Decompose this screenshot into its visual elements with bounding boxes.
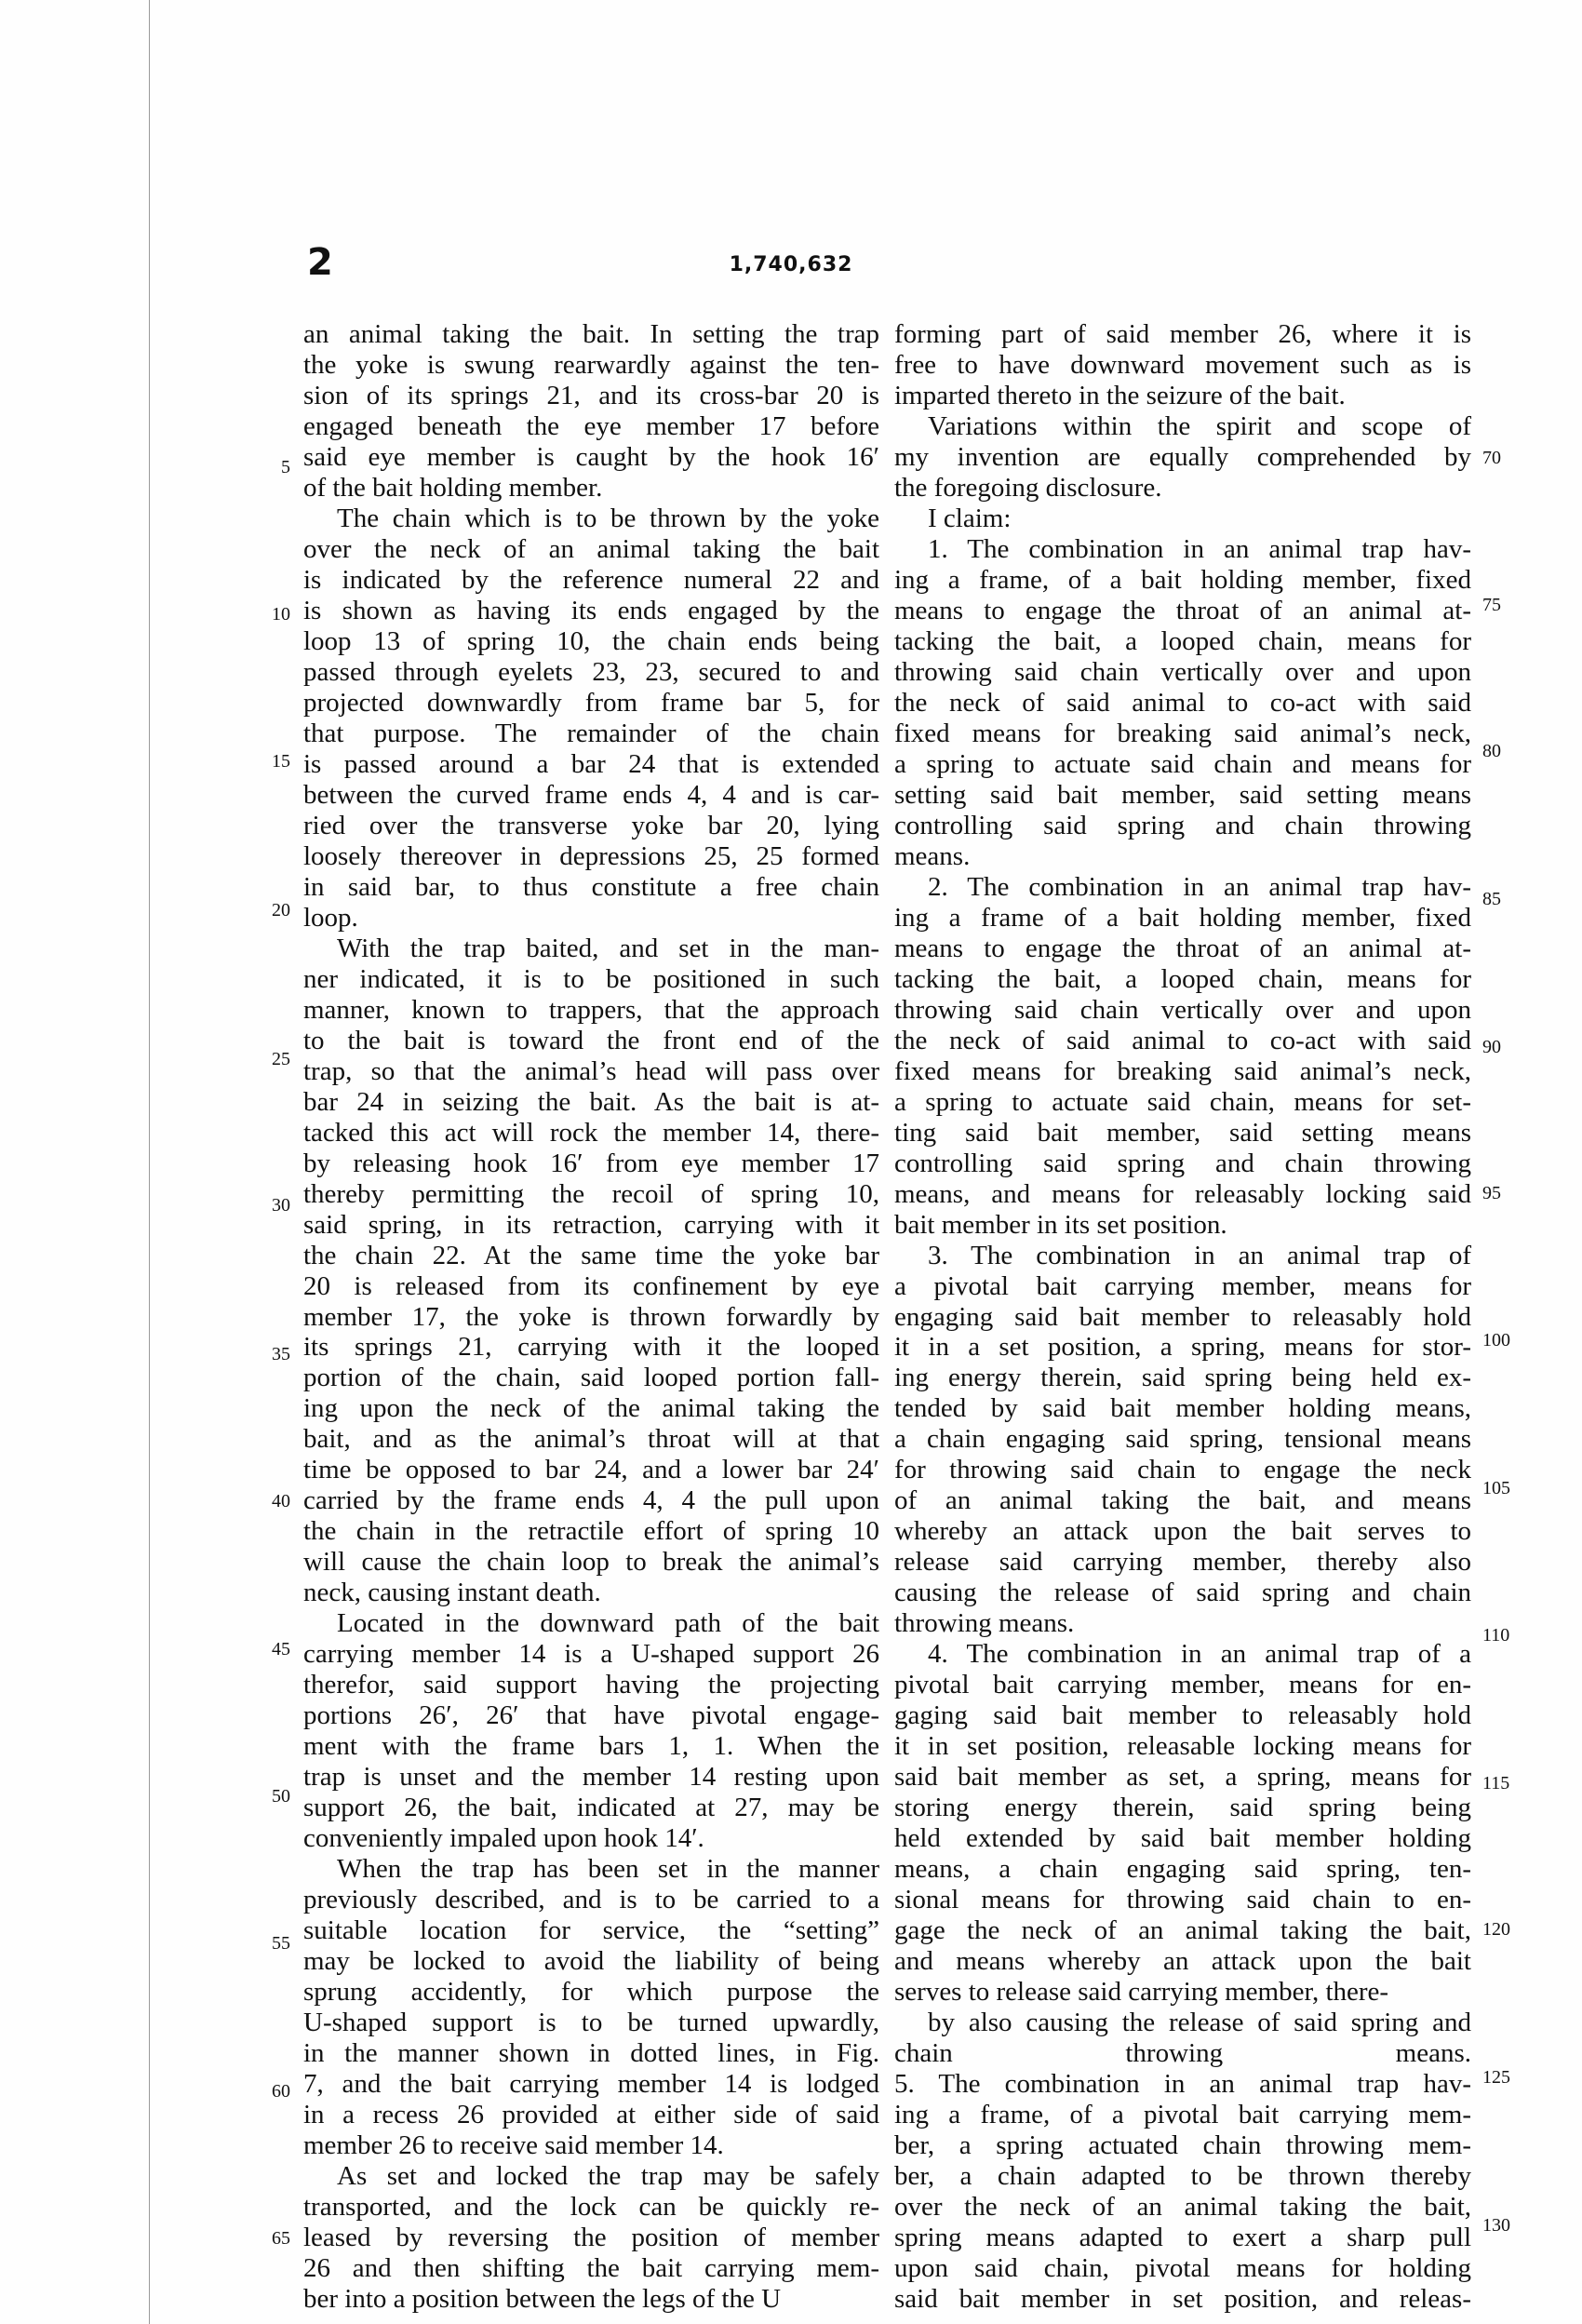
text-line: Located in the downward path of the bait bbox=[337, 1608, 879, 1639]
text-line: held extended by said bait member holding bbox=[894, 1823, 1471, 1854]
text-line: by releasing hook 16′ from eye member 17 bbox=[303, 1148, 879, 1178]
text-line: With the trap baited, and set in the man- bbox=[337, 933, 879, 963]
text-line: ber, a spring actuated chain throwing mem- bbox=[894, 2130, 1471, 2161]
text-line: ing a frame of a bait holding member, fixed bbox=[894, 902, 1471, 933]
text-line: support 26, the bait, indicated at 27, may be bbox=[303, 1793, 879, 1823]
text-line: ing energy therein, said spring being held ex- bbox=[894, 1363, 1471, 1393]
text-line: the chain 22. At the same time the yoke bar bbox=[303, 1240, 879, 1270]
text-line: a spring to actuate said chain and means for bbox=[894, 748, 1471, 779]
text-line: a pivotal bait carrying member, means for bbox=[894, 1270, 1471, 1301]
text-line: 2. The combination in an animal trap hav- bbox=[928, 871, 1471, 902]
text-line: gaging said bait member to releasably hold bbox=[894, 1700, 1471, 1731]
text-line: storing energy therein, said spring being bbox=[894, 1793, 1471, 1823]
text-line: 20 is released from its confinement by eye bbox=[303, 1270, 879, 1301]
text-line: trap, so that the animal’s head will pass over bbox=[303, 1055, 879, 1086]
text-line: 1. The combination in an animal trap hav- bbox=[928, 533, 1471, 564]
text-line: sion of its springs 21, and its cross-bar 20 is bbox=[303, 380, 879, 410]
text-line: sional means for throwing said chain to en- bbox=[894, 1885, 1471, 1915]
text-line: ing a frame, of a pivotal bait carrying mem- bbox=[894, 2100, 1471, 2130]
text-line: of the bait holding member. bbox=[303, 472, 603, 503]
text-line: bait, and as the animal’s throat will at that bbox=[303, 1424, 879, 1455]
text-line: a chain engaging said spring, tensional means bbox=[894, 1424, 1471, 1455]
text-line: the chain in the retractile effort of spring 10 bbox=[303, 1516, 879, 1547]
text-line: in a recess 26 provided at either side of said bbox=[303, 2100, 879, 2130]
text-line: its springs 21, carrying with it the looped bbox=[303, 1332, 879, 1363]
text-line: said bait member as set, a spring, means for bbox=[894, 1762, 1471, 1793]
text-line: may be locked to avoid the liability of being bbox=[303, 1946, 879, 1977]
line-number: 70 bbox=[1482, 448, 1501, 468]
text-line: I claim: bbox=[928, 503, 1012, 533]
text-line: ment with the frame bars 1, 1. When the bbox=[303, 1731, 879, 1762]
text-line: and means whereby an attack upon the bait bbox=[894, 1946, 1471, 1977]
text-line: ting said bait member, said setting means bbox=[894, 1117, 1471, 1148]
text-line: spring means adapted to exert a sharp pull bbox=[894, 2223, 1471, 2253]
text-line: passed through eyelets 23, 23, secured to and bbox=[303, 656, 879, 687]
line-number: 80 bbox=[1482, 741, 1501, 761]
text-line: ing upon the neck of the animal taking the bbox=[303, 1393, 879, 1424]
text-line: upon said chain, pivotal means for holding bbox=[894, 2253, 1471, 2284]
page-number: 2 bbox=[307, 241, 333, 284]
text-line: in the manner shown in dotted lines, in Fig. bbox=[303, 2038, 879, 2069]
left-text-column bbox=[303, 321, 879, 2313]
line-number: 105 bbox=[1482, 1478, 1510, 1498]
text-line: As set and locked the trap may be safely bbox=[337, 2161, 879, 2192]
text-line: leased by reversing the position of member bbox=[303, 2223, 879, 2253]
text-line: means, a chain engaging said spring, ten- bbox=[894, 1854, 1471, 1885]
text-line: is indicated by the reference numeral 22 and bbox=[303, 564, 879, 595]
text-line: in said bar, to thus constitute a free chain bbox=[303, 871, 879, 902]
text-line: release said carrying member, thereby also bbox=[894, 1547, 1471, 1578]
text-line: my invention are equally comprehended by bbox=[894, 441, 1471, 472]
text-line: between the curved frame ends 4, 4 and is car- bbox=[303, 779, 879, 810]
text-line: tacking the bait, a looped chain, means for bbox=[894, 963, 1471, 994]
line-number: 95 bbox=[1482, 1183, 1501, 1203]
text-line: sprung accidently, for which purpose the bbox=[303, 1977, 879, 2008]
text-line: by also causing the release of said spring and bbox=[928, 2008, 1471, 2038]
text-line: the yoke is swung rearwardly against the ten- bbox=[303, 349, 879, 380]
text-line: setting said bait member, said setting means bbox=[894, 779, 1471, 810]
text-line: means to engage the throat of an animal at- bbox=[894, 595, 1471, 625]
text-line: ing a frame, of a bait holding member, fixed bbox=[894, 564, 1471, 595]
line-number: 125 bbox=[1482, 2067, 1510, 2088]
text-line: it in set position, releasable locking means for bbox=[894, 1731, 1471, 1762]
text-line: conveniently impaled upon hook 14′. bbox=[303, 1823, 704, 1854]
text-line: time be opposed to bar 24, and a lower bar 24′ bbox=[303, 1455, 879, 1485]
text-line: member 17, the yoke is thrown forwardly by bbox=[303, 1301, 879, 1332]
patent-number: 1,740,632 bbox=[729, 253, 853, 276]
text-line: is shown as having its ends engaged by the bbox=[303, 595, 879, 625]
line-number: 130 bbox=[1482, 2215, 1510, 2236]
line-number: 30 bbox=[272, 1195, 290, 1216]
text-line: for throwing said chain to engage the neck bbox=[894, 1455, 1471, 1485]
text-line: tacking the bait, a looped chain, means for bbox=[894, 625, 1471, 656]
line-number: 40 bbox=[272, 1491, 290, 1511]
text-line: that purpose. The remainder of the chain bbox=[303, 718, 879, 748]
text-line: controlling said spring and chain throwing bbox=[894, 1148, 1471, 1178]
text-line: trap is unset and the member 14 resting upon bbox=[303, 1762, 879, 1793]
text-line: to the bait is toward the front end of the bbox=[303, 1025, 879, 1055]
text-line: ner indicated, it is to be positioned in such bbox=[303, 963, 879, 994]
text-line: 26 and then shifting the bait carrying mem- bbox=[303, 2253, 879, 2284]
text-line: neck, causing instant death. bbox=[303, 1578, 601, 1608]
text-line: portion of the chain, said looped portion fall- bbox=[303, 1363, 879, 1393]
text-line: a spring to actuate said chain, means for set- bbox=[894, 1086, 1471, 1117]
text-line: 7, and the bait carrying member 14 is lodged bbox=[303, 2069, 879, 2100]
text-line: therefor, said support having the projecting bbox=[303, 1670, 879, 1700]
line-number: 110 bbox=[1482, 1625, 1510, 1646]
text-line: thereby permitting the recoil of spring 10, bbox=[303, 1178, 879, 1209]
margin-rule bbox=[149, 0, 150, 2324]
text-line: loop. bbox=[303, 902, 358, 933]
text-line: 4. The combination in an animal trap of a bbox=[928, 1639, 1471, 1670]
text-line: transported, and the lock can be quickly re- bbox=[303, 2192, 879, 2223]
text-line: engaging said bait member to releasably hold bbox=[894, 1301, 1471, 1332]
text-line: chain throwing means. bbox=[894, 2038, 1471, 2069]
text-line: gage the neck of an animal taking the bait, bbox=[894, 1915, 1471, 1946]
text-line: ber into a position between the legs of the U bbox=[303, 2284, 782, 2314]
line-number: 60 bbox=[272, 2081, 290, 2102]
text-line: the foregoing disclosure. bbox=[894, 472, 1162, 503]
line-number: 15 bbox=[272, 751, 290, 772]
text-line: means to engage the throat of an animal at- bbox=[894, 933, 1471, 963]
text-line: When the trap has been set in the manner bbox=[337, 1854, 879, 1885]
text-line: fixed means for breaking said animal’s neck, bbox=[894, 718, 1471, 748]
text-line: 5. The combination in an animal trap hav- bbox=[894, 2069, 1471, 2100]
line-number: 55 bbox=[272, 1933, 290, 1954]
text-line: said bait member in set position, and releas- bbox=[894, 2284, 1471, 2314]
line-number: 35 bbox=[272, 1344, 290, 1364]
text-line: carrying member 14 is a U-shaped support 26 bbox=[303, 1639, 879, 1670]
text-line: loosely thereover in depressions 25, 25 formed bbox=[303, 840, 879, 871]
text-line: controlling said spring and chain throwing bbox=[894, 810, 1471, 840]
text-line: means. bbox=[894, 840, 971, 871]
text-line: free to have downward movement such as is bbox=[894, 349, 1471, 380]
text-line: it in a set position, a spring, means for stor- bbox=[894, 1332, 1471, 1363]
line-number: 5 bbox=[281, 457, 290, 477]
text-line: U-shaped support is to be turned upwardly, bbox=[303, 2008, 879, 2038]
text-line: suitable location for service, the “setting” bbox=[303, 1915, 879, 1946]
text-line: of an animal taking the bait, and means bbox=[894, 1485, 1471, 1516]
line-number: 45 bbox=[272, 1639, 290, 1659]
text-line: will cause the chain loop to break the animal’s bbox=[303, 1547, 879, 1578]
text-line: said spring, in its retraction, carrying with it bbox=[303, 1209, 879, 1240]
text-line: the neck of said animal to co-act with said bbox=[894, 1025, 1471, 1055]
text-line: pivotal bait carrying member, means for en- bbox=[894, 1670, 1471, 1700]
text-line: ber, a chain adapted to be thrown thereby bbox=[894, 2161, 1471, 2192]
text-line: imparted thereto in the seizure of the bait. bbox=[894, 380, 1346, 410]
text-line: forming part of said member 26, where it is bbox=[894, 319, 1471, 349]
text-line: whereby an attack upon the bait serves to bbox=[894, 1516, 1471, 1547]
text-line: previously described, and is to be carried to a bbox=[303, 1885, 879, 1915]
text-line: serves to release said carrying member, there- bbox=[894, 1977, 1389, 2008]
text-line: tacked this act will rock the member 14, there- bbox=[303, 1117, 879, 1148]
text-line: Variations within the spirit and scope of bbox=[928, 410, 1471, 441]
text-line: member 26 to receive said member 14. bbox=[303, 2130, 724, 2161]
text-line: bait member in its set position. bbox=[894, 1209, 1227, 1240]
text-line: fixed means for breaking said animal’s neck, bbox=[894, 1055, 1471, 1086]
line-number: 120 bbox=[1482, 1919, 1510, 1940]
text-line: over the neck of an animal taking the bait bbox=[303, 533, 879, 564]
text-line: throwing means. bbox=[894, 1608, 1075, 1639]
right-text-column bbox=[894, 321, 1471, 2313]
text-line: 3. The combination in an animal trap of bbox=[928, 1240, 1471, 1270]
text-line: throwing said chain vertically over and upon bbox=[894, 994, 1471, 1025]
text-line: The chain which is to be thrown by the yoke bbox=[337, 503, 879, 533]
text-line: projected downwardly from frame bar 5, for bbox=[303, 687, 879, 718]
line-number: 115 bbox=[1482, 1773, 1510, 1793]
line-number: 65 bbox=[272, 2228, 290, 2249]
line-number: 100 bbox=[1482, 1330, 1510, 1350]
text-line: ried over the transverse yoke bar 20, lying bbox=[303, 810, 879, 840]
text-line: manner, known to trappers, that the approach bbox=[303, 994, 879, 1025]
text-line: carried by the frame ends 4, 4 the pull upon bbox=[303, 1485, 879, 1516]
line-number: 75 bbox=[1482, 595, 1501, 615]
text-line: engaged beneath the eye member 17 before bbox=[303, 410, 879, 441]
text-line: loop 13 of spring 10, the chain ends being bbox=[303, 625, 879, 656]
text-line: the neck of said animal to co-act with said bbox=[894, 687, 1471, 718]
line-number: 90 bbox=[1482, 1037, 1501, 1057]
text-line: causing the release of said spring and chain bbox=[894, 1578, 1471, 1608]
text-line: said eye member is caught by the hook 16′ bbox=[303, 441, 879, 472]
text-line: tended by said bait member holding means, bbox=[894, 1393, 1471, 1424]
line-number: 85 bbox=[1482, 889, 1501, 909]
text-line: throwing said chain vertically over and upon bbox=[894, 656, 1471, 687]
text-line: portions 26′, 26′ that have pivotal engage- bbox=[303, 1700, 879, 1731]
text-line: bar 24 in seizing the bait. As the bait is at- bbox=[303, 1086, 879, 1117]
text-line: over the neck of an animal taking the bait, bbox=[894, 2192, 1471, 2223]
line-number: 25 bbox=[272, 1049, 290, 1069]
text-line: an animal taking the bait. In setting the trap bbox=[303, 319, 879, 349]
line-number: 50 bbox=[272, 1786, 290, 1807]
line-number: 10 bbox=[272, 604, 290, 625]
text-line: means, and means for releasably locking said bbox=[894, 1178, 1471, 1209]
line-number: 20 bbox=[272, 900, 290, 920]
text-line: is passed around a bar 24 that is extended bbox=[303, 748, 879, 779]
